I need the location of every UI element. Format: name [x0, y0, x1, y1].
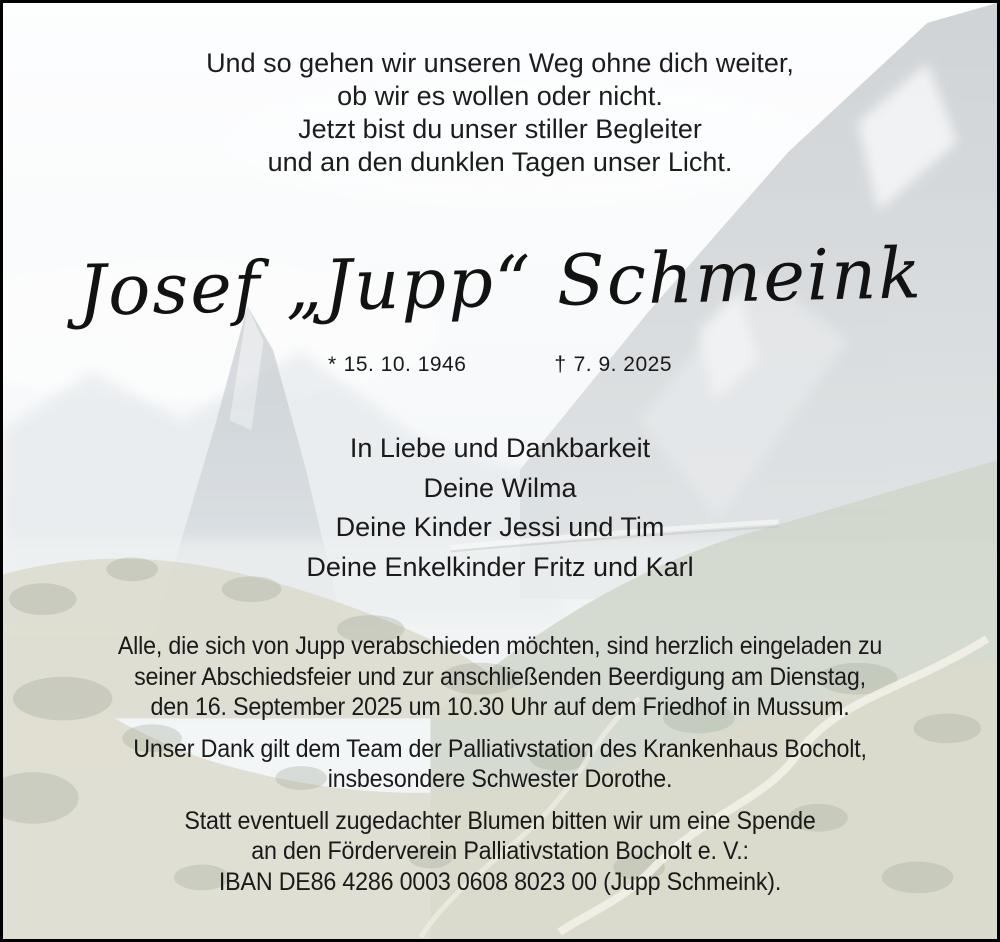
- donation-line: an den Förderverein Palliativstation Bocholt e. V.:: [251, 837, 749, 865]
- deceased-name-wrap: [3, 211, 997, 353]
- life-dates: [3, 353, 997, 377]
- donation-line: Statt eventuell zugedachter Blumen bitten wir um eine Spende: [184, 806, 816, 835]
- thanks-paragraph: [38, 734, 962, 795]
- mourner-line: Deine Enkelkinder Fritz und Karl: [306, 551, 694, 582]
- death-cross-icon: †: [554, 353, 567, 376]
- birth-date-group: [328, 353, 466, 377]
- donation-iban: IBAN DE86 4286 0003 0608 8023 00 (Jupp Schmeink).: [218, 867, 782, 896]
- poem-line: ob wir es wollen oder nicht.: [337, 81, 663, 111]
- farewell-line: Alle, die sich von Jupp verabschieden möchten, sind herzlich eingeladen zu: [117, 632, 883, 660]
- mourner-line: Deine Wilma: [423, 472, 577, 503]
- birth-date: 15. 10. 1946: [343, 353, 467, 376]
- thanks-line: insbesondere Schwester Dorothe.: [327, 765, 673, 793]
- farewell-paragraph: [38, 631, 962, 723]
- death-date: 7. 9. 2025: [573, 353, 673, 376]
- farewell-line: den 16. September 2025 um 10.30 Uhr auf dem Friedhof in Mussum.: [150, 693, 850, 721]
- farewell-line: seiner Abschiedsfeier und zur anschließenden Beerdigung am Dienstag,: [134, 662, 866, 691]
- poem-line: Jetzt bist du unser stiller Begleiter: [298, 114, 702, 144]
- poem-line: und an den dunklen Tagen unser Licht.: [267, 147, 733, 177]
- announcements-section: [3, 631, 997, 908]
- deceased-name: Josef „Jupp“ Schmeink: [76, 232, 924, 332]
- mourners-section: [3, 429, 997, 587]
- donation-paragraph: [38, 806, 962, 898]
- thanks-line: Unser Dank gilt dem Team der Palliativstation des Krankenhaus Bocholt,: [133, 734, 867, 763]
- birth-star-icon: *: [327, 353, 337, 376]
- mourner-line: Deine Kinder Jessi und Tim: [335, 512, 665, 542]
- mourners-intro: In Liebe und Dankbarkeit: [349, 433, 651, 463]
- epigraph-poem: [3, 47, 997, 179]
- obituary-content: [3, 3, 997, 939]
- death-date-group: [554, 353, 672, 377]
- poem-line: Und so gehen wir unseren Weg ohne dich weiter,: [206, 48, 794, 78]
